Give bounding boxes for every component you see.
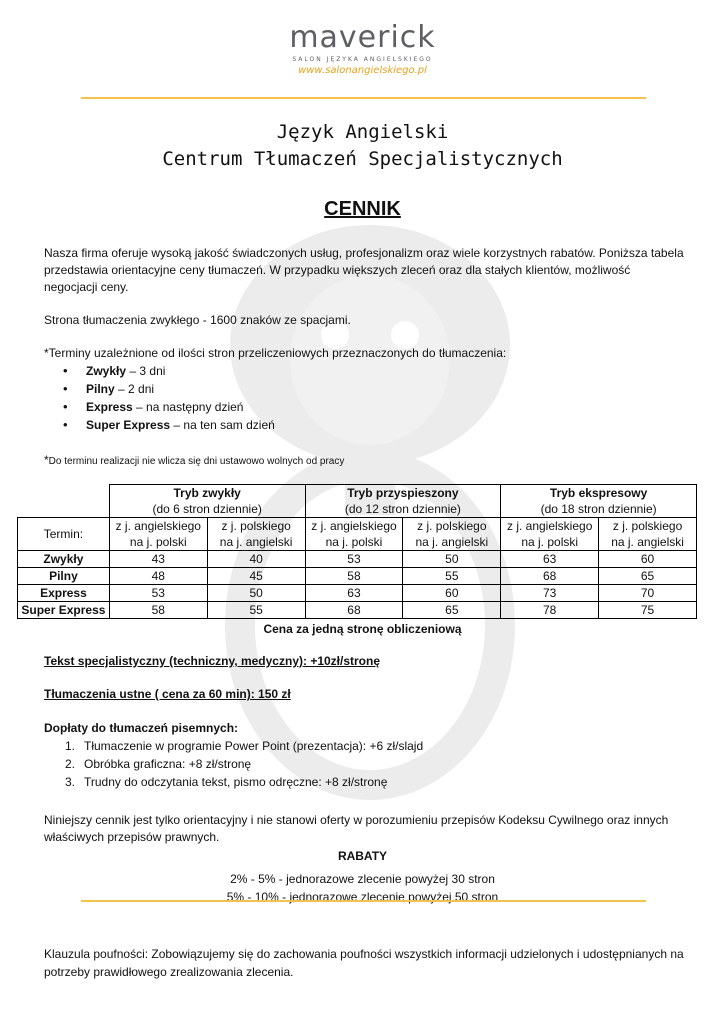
specialist-price: Tekst specjalistyczny (techniczny, medyczny): +10zł/stronę bbox=[44, 654, 381, 668]
extra-text: Trudny do odczytania tekst, pismo odręczne: +8 zł/stronę bbox=[84, 775, 388, 789]
logo-url: www.salonangielskiego.pl bbox=[298, 65, 427, 76]
bottom-divider bbox=[81, 900, 646, 902]
mode-name: Tryb ekspresowy bbox=[549, 486, 648, 500]
mode-header bbox=[109, 485, 305, 518]
price-cell: 60 bbox=[599, 551, 697, 568]
row-label: Pilny bbox=[18, 568, 110, 585]
price-cell: 65 bbox=[403, 602, 501, 619]
terms-list bbox=[44, 362, 275, 434]
mode-name: Tryb zwykły bbox=[173, 486, 241, 500]
table-row bbox=[18, 518, 697, 551]
mode-note: (do 12 stron dziennie) bbox=[344, 502, 461, 516]
title-line-1: Język Angielski bbox=[276, 121, 449, 143]
direction-header: z j. polskiego na j. angielski bbox=[599, 518, 697, 551]
direction-header: z j. angielskiego na j. polski bbox=[501, 518, 599, 551]
term-name: Super Express bbox=[86, 418, 171, 432]
price-cell: 55 bbox=[207, 602, 305, 619]
terms-note bbox=[44, 452, 684, 470]
direction-header: z j. angielskiego na j. polski bbox=[305, 518, 403, 551]
price-cell: 73 bbox=[501, 585, 599, 602]
price-cell: 53 bbox=[305, 551, 403, 568]
price-cell: 45 bbox=[207, 568, 305, 585]
price-cell: 68 bbox=[501, 568, 599, 585]
price-cell: 48 bbox=[109, 568, 207, 585]
note-text: Do terminu realizacji nie wlicza się dni ustawowo wolnych od pracy bbox=[48, 456, 345, 467]
row-label: Zwykły bbox=[18, 551, 110, 568]
price-cell: 63 bbox=[305, 585, 403, 602]
table-row bbox=[18, 585, 697, 602]
direction-header: z j. polskiego na j. angielski bbox=[403, 518, 501, 551]
confidentiality-clause: Klauzula poufności: Zobowiązujemy się do zachowania poufności wszystkich informacji udzielonych i udostępnianych na potrzeby prawidłowego zrealizowania zlecenia. bbox=[44, 947, 684, 979]
mode-header bbox=[501, 485, 697, 518]
row-label: Super Express bbox=[18, 602, 110, 619]
page-title: CENNIK bbox=[324, 198, 401, 220]
logo-wordmark: maverick bbox=[289, 20, 436, 55]
terms-intro: *Terminy uzależnione od ilości stron przeliczeniowych przeznaczonych do tłumaczenia: bbox=[44, 346, 507, 360]
list-item: 1. Tłumaczenie w programie Power Point (prezentacja): +6 zł/slajd bbox=[65, 739, 424, 753]
page-definition: Strona tłumaczenia zwykłego - 1600 znaków ze spacjami. bbox=[44, 313, 351, 327]
price-cell: 50 bbox=[207, 585, 305, 602]
price-cell: 65 bbox=[599, 568, 697, 585]
discount-line-1: 2% - 5% - jednorazowe zlecenie powyżej 30 stron bbox=[230, 872, 495, 886]
logo-subtitle: SALON JĘZYKA ANGIELSKIEGO bbox=[292, 56, 433, 63]
top-divider bbox=[81, 97, 646, 99]
title-line-2: Centrum Tłumaczeń Specjalistycznych bbox=[162, 148, 563, 170]
list-item bbox=[44, 362, 275, 380]
term-desc: – na następny dzień bbox=[136, 400, 244, 414]
mode-header bbox=[305, 485, 501, 518]
extra-text: Tłumaczenie w programie Power Point (prezentacja): +6 zł/slajd bbox=[84, 739, 424, 753]
term-desc: – 3 dni bbox=[129, 364, 166, 378]
list-item: 3. Trudny do odczytania tekst, pismo odręczne: +8 zł/stronę bbox=[65, 775, 388, 789]
price-cell: 50 bbox=[403, 551, 501, 568]
price-cell: 58 bbox=[305, 568, 403, 585]
price-cell: 40 bbox=[207, 551, 305, 568]
note-star: * bbox=[44, 453, 49, 467]
table-row bbox=[18, 551, 697, 568]
list-item bbox=[44, 416, 275, 434]
price-cell: 68 bbox=[305, 602, 403, 619]
oral-price: Tłumaczenia ustne ( cena za 60 min): 150 zł bbox=[44, 687, 291, 701]
term-name: Express bbox=[86, 400, 133, 414]
mode-note: (do 18 stron dziennie) bbox=[540, 502, 657, 516]
list-item: 2. Obróbka graficzna: +8 zł/stronę bbox=[65, 757, 252, 771]
price-table bbox=[17, 484, 697, 619]
term-name: Zwykły bbox=[86, 364, 127, 378]
extras-list bbox=[44, 737, 423, 791]
row-label: Express bbox=[18, 585, 110, 602]
table-row bbox=[18, 568, 697, 585]
price-cell: 58 bbox=[109, 602, 207, 619]
list-item bbox=[44, 398, 275, 416]
table-row bbox=[18, 602, 697, 619]
mode-note: (do 6 stron dziennie) bbox=[152, 502, 262, 516]
price-cell: 78 bbox=[501, 602, 599, 619]
table-row bbox=[18, 485, 697, 518]
direction-header: z j. polskiego na j. angielski bbox=[207, 518, 305, 551]
disclaimer: Niniejszy cennik jest tylko orientacyjny i nie stanowi oferty w porozumieniu przepisów Kodeksu Cywilnego oraz innych właściwych przepisów prawnych. bbox=[44, 813, 669, 844]
company-logo bbox=[0, 22, 725, 76]
price-cell: 63 bbox=[501, 551, 599, 568]
mode-name: Tryb przyspieszony bbox=[347, 486, 459, 500]
empty-cell bbox=[18, 485, 110, 518]
term-desc: – na ten sam dzień bbox=[173, 418, 275, 432]
discounts-title: RABATY bbox=[337, 849, 388, 863]
price-cell: 75 bbox=[599, 602, 697, 619]
term-name: Pilny bbox=[86, 382, 115, 396]
direction-header: z j. angielskiego na j. polski bbox=[109, 518, 207, 551]
price-cell: 53 bbox=[109, 585, 207, 602]
price-cell: 70 bbox=[599, 585, 697, 602]
table-caption: Cena za jedną stronę obliczeniową bbox=[263, 622, 462, 636]
termin-label: Termin: bbox=[18, 518, 110, 551]
price-cell: 60 bbox=[403, 585, 501, 602]
term-desc: – 2 dni bbox=[118, 382, 155, 396]
price-cell: 55 bbox=[403, 568, 501, 585]
discount-line-2: 5% - 10% - jednorazowe zlecenie powyżej 50 stron bbox=[226, 890, 499, 904]
price-cell: 43 bbox=[109, 551, 207, 568]
extras-title: Dopłaty do tłumaczeń pisemnych: bbox=[44, 721, 239, 735]
list-item bbox=[44, 380, 275, 398]
extra-text: Obróbka graficzna: +8 zł/stronę bbox=[84, 757, 252, 771]
intro-paragraph: Nasza firma oferuje wysoką jakość świadczonych usług, profesjonalizm oraz wiele korzystnych rabatów. Poniższa tabela przedstawia orientacyjne ceny tłumaczeń. W przypadku większych zleceń oraz dla stałych klientów, możliwość negocjacji ceny. bbox=[44, 246, 684, 294]
